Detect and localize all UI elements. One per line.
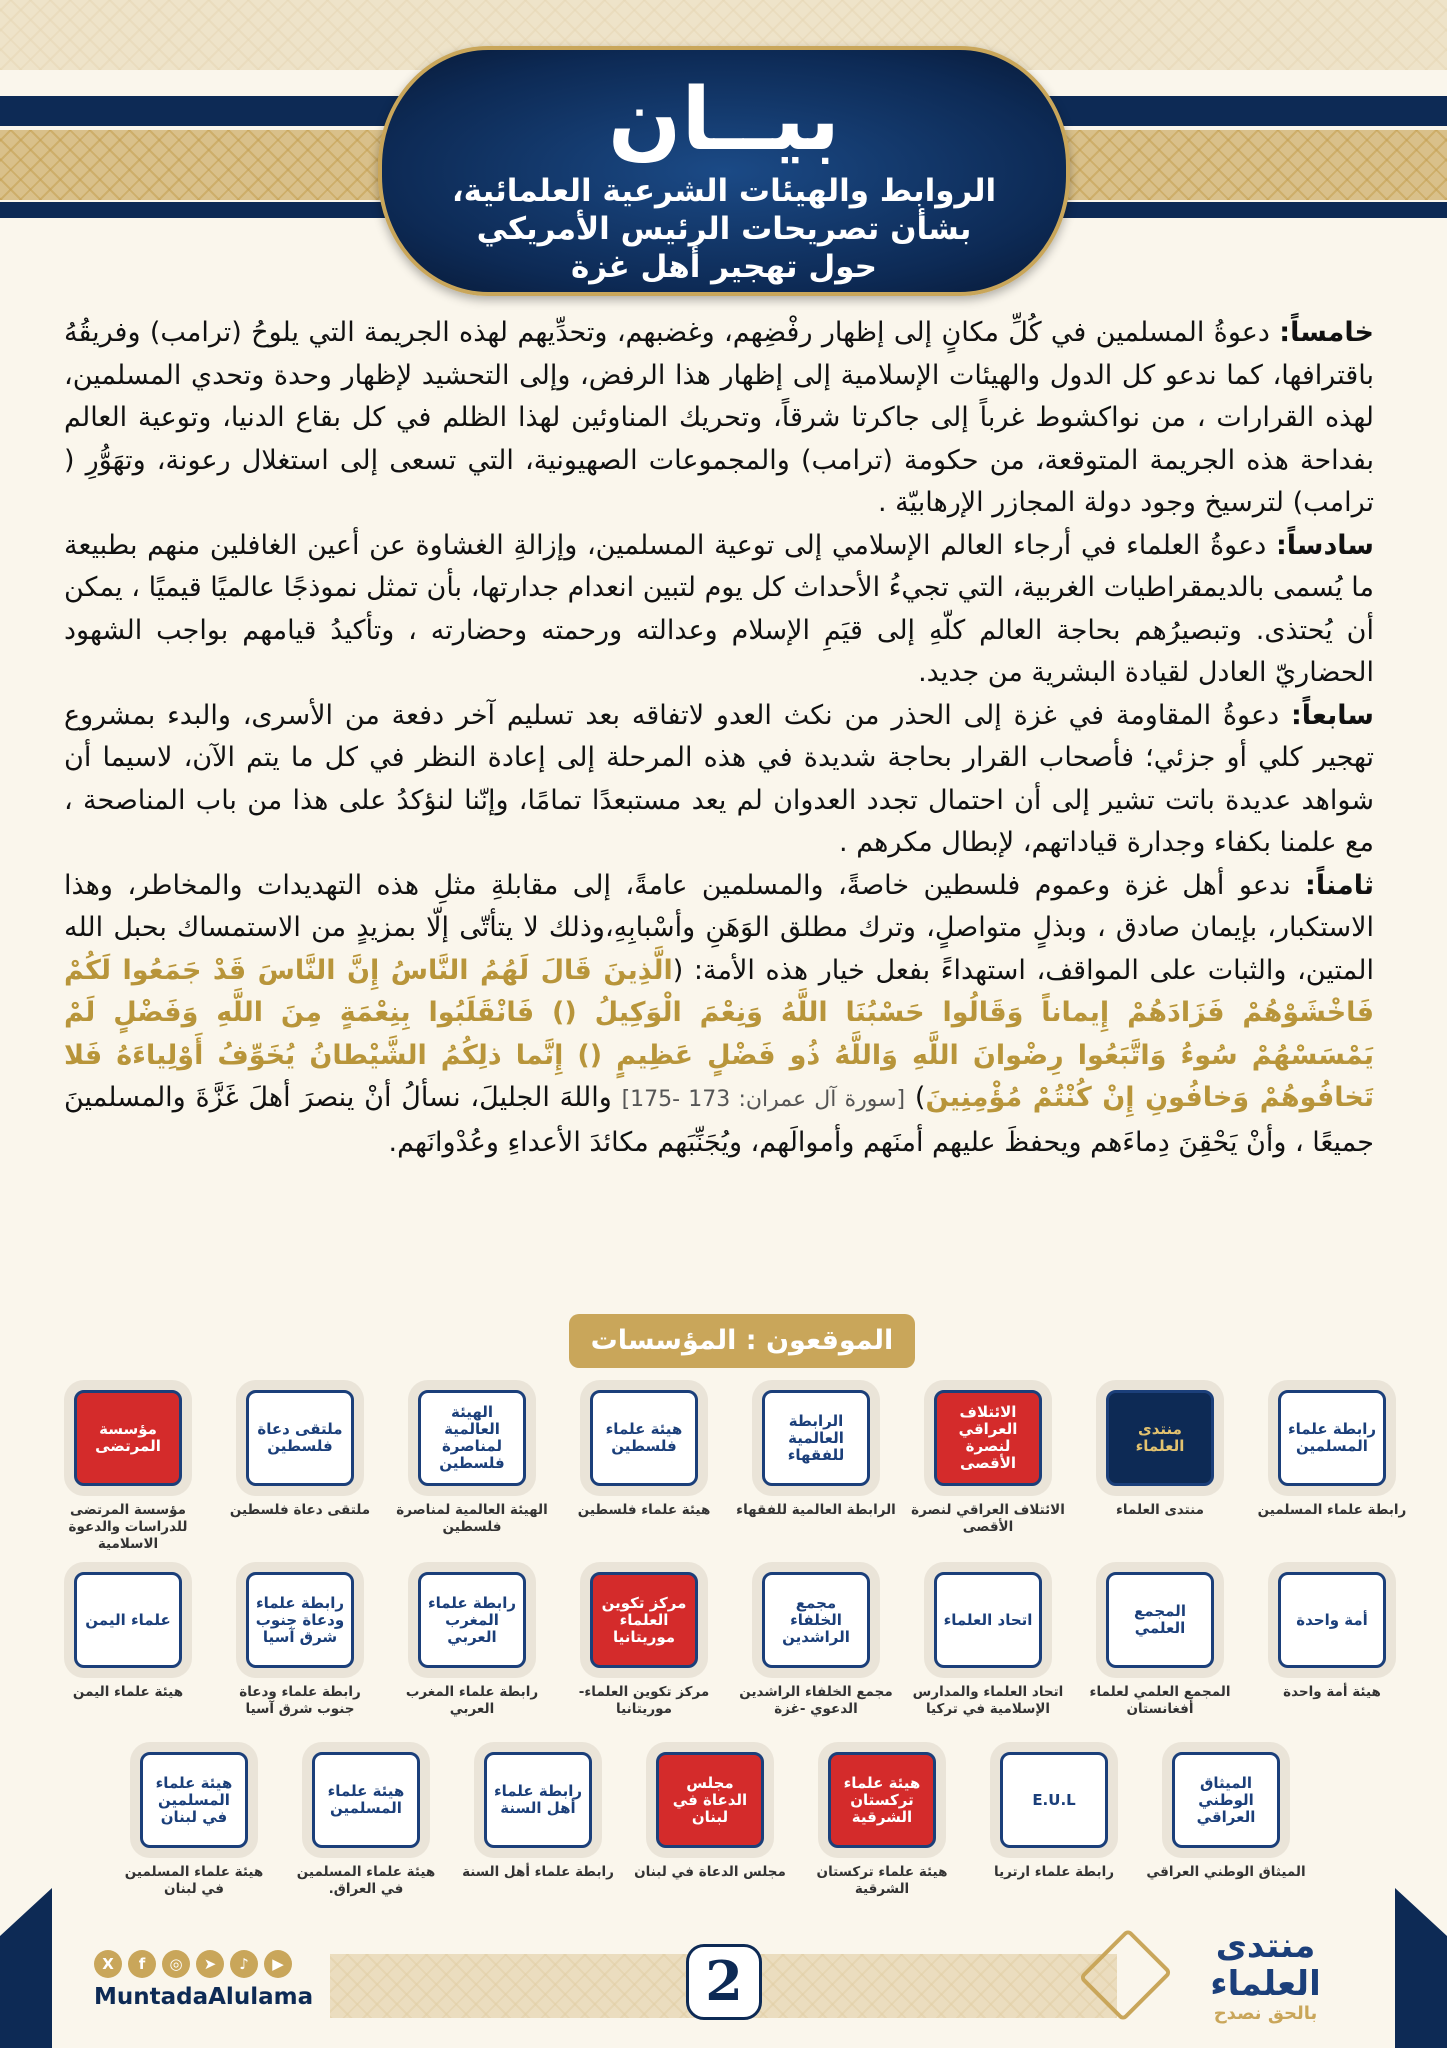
section-seventh bbox=[64, 695, 1374, 865]
brand-text bbox=[1167, 1927, 1364, 2024]
telegram-icon[interactable]: ➤ bbox=[196, 1950, 224, 1978]
organization-name: هيئة علماء اليمن bbox=[72, 1684, 184, 1700]
verse-reference: [سورة آل عمران: 173 -175] bbox=[621, 1087, 906, 1112]
page-title: بيــان bbox=[608, 70, 840, 170]
organization-name: مجمع الخلفاء الراشدين الدعوي -غزة bbox=[739, 1684, 893, 1717]
section-eighth bbox=[64, 865, 1374, 1165]
organization-item bbox=[563, 1390, 725, 1553]
organization-logo: مؤسسة المرتضى bbox=[74, 1390, 182, 1486]
organization-logo: هيئة علماء المسلمين bbox=[312, 1752, 420, 1848]
organization-item bbox=[907, 1572, 1069, 1718]
organization-name: الهيئة العالمية لمناصرة فلسطين bbox=[396, 1502, 548, 1535]
facebook-icon[interactable]: f bbox=[128, 1950, 156, 1978]
organization-item bbox=[391, 1390, 553, 1553]
section-sixth bbox=[64, 525, 1374, 695]
section-lead: سادساً: bbox=[1275, 529, 1374, 561]
organization-name: الائتلاف العراقي لنصرة الأقصى bbox=[911, 1502, 1065, 1535]
section-lead: ثامناً: bbox=[1305, 869, 1374, 901]
organization-name: الميثاق الوطني العراقي bbox=[1146, 1864, 1306, 1880]
organizations-row-3 bbox=[103, 1752, 1307, 1898]
organization-item bbox=[1079, 1572, 1241, 1718]
organizations-row-2 bbox=[37, 1572, 1413, 1718]
signers-banner: الموقعون : المؤسسات bbox=[569, 1314, 915, 1368]
organization-item bbox=[219, 1572, 381, 1718]
brand-name: منتدى العلماء bbox=[1210, 1925, 1321, 2004]
organization-item bbox=[735, 1390, 897, 1553]
organization-name: منتدى العلماء bbox=[1115, 1502, 1205, 1518]
organization-name: رابطة علماء المغرب العربي bbox=[405, 1684, 539, 1717]
organization-name: المجمع العلمي لعلماء أفغانستان bbox=[1089, 1684, 1231, 1717]
organization-logo: رابطة علماء أهل السنة bbox=[484, 1752, 592, 1848]
organization-item bbox=[457, 1752, 619, 1898]
organization-item bbox=[47, 1390, 209, 1553]
organization-item bbox=[801, 1752, 963, 1898]
organization-logo: مركز تكوين العلماء موريتانيا bbox=[590, 1572, 698, 1668]
section-lead: سابعاً: bbox=[1290, 699, 1374, 731]
organization-logo: رابطة علماء المغرب العربي bbox=[418, 1572, 526, 1668]
page-number: 2 bbox=[686, 1944, 762, 2020]
organization-logo: علماء اليمن bbox=[74, 1572, 182, 1668]
organization-name: مركز تكوين العلماء- موريتانيا bbox=[578, 1684, 710, 1717]
instagram-icon[interactable]: ◎ bbox=[162, 1950, 190, 1978]
organization-item bbox=[629, 1752, 791, 1898]
section-fifth bbox=[64, 312, 1374, 525]
organization-item bbox=[735, 1572, 897, 1718]
quran-verse: الَّذِينَ قَالَ لَهُمُ النَّاسُ إِنَّ النَّاسَ قَدْ جَمَعُوا لَكُمْ فَاخْشَوْهُمْ فَزَادَهُمْ إِيماناً وَقَالُوا حَسْبُنَا اللَّهُ وَنِعْمَ الْوَكِيلُ () فَانْقَلَبُوا بِنِعْمَةٍ مِنَ اللَّهِ وَفَضْلٍ لَمْ يَمْسَسْهُمْ سُوءُ وَاتَّبَعُوا رِضْوانَ اللَّهِ وَاللَّهُ ذُو فَضْلٍ عَظِيمٍ () إِنَّما ذلِكُمُ الشَّيْطانُ يُخَوِّفُ أَوْلِياءَهُ فَلا تَخافُوهُمْ وَخافُونِ إِنْ كُنْتُمْ مُؤْمِنِينَ bbox=[64, 954, 1374, 1113]
organization-logo: رابطة علماء ودعاة جنوب شرق آسيا bbox=[246, 1572, 354, 1668]
closing-prayer: واللهَ الجليلَ، نسألُ أنْ ينصرَ أهلَ غَزَّةَ والمسلمينَ جميعًا ، وأنْ يَحْقِنَ دِماءَهم ويحفظَ عليهم أمنَهم وأموالَهم، ويُجَنِّبَهم مكائدَ الأعداءِ وعُدْوانَهم. bbox=[64, 1082, 1374, 1158]
organization-logo: رابطة علماء المسلمين bbox=[1278, 1390, 1386, 1486]
organization-item bbox=[1145, 1752, 1307, 1898]
youtube-icon[interactable]: ▶ bbox=[264, 1950, 292, 1978]
brand-tagline: بالحق نصدح bbox=[1213, 2002, 1318, 2024]
organization-logo: ملتقى دعاة فلسطين bbox=[246, 1390, 354, 1486]
organization-logo: منتدى العلماء bbox=[1106, 1390, 1214, 1486]
organization-name: هيئة علماء المسلمين في لبنان bbox=[124, 1864, 264, 1897]
organization-logo: اتحاد العلماء bbox=[934, 1572, 1042, 1668]
organization-logo: مجلس الدعاة في لبنان bbox=[656, 1752, 764, 1848]
tiktok-icon[interactable]: ♪ bbox=[230, 1950, 258, 1978]
section-text: دعوةُ العلماء في أرجاء العالم الإسلامي إلى توعية المسلمين، وإزالةِ الغشاوة عن أعين الغافلين منهم بطبيعة ما يُسمى بالديمقراطيات الغربية، التي تجيءُ الأحداث كل يوم لتبين انعدام جدارتها، بأن تمثل نموذجًا عالميًا قيميًا ، يمكن أن يُحتذى. وتبصيرُهم بحاجة العالم كلّهِ إلى قيَمِ الإسلام وعدالته ورحمته وحضارته ، وتأكيدُ قيامهم بواجب الشهود الحضاريّ العادل لقيادة البشرية من جديد. bbox=[64, 529, 1374, 688]
organization-logo: E.U.L bbox=[1000, 1752, 1108, 1848]
section-text: دعوةُ المسلمين في كُلِّ مكانٍ إلى إظهار رفْضِهم، وغضبهم، وتحدِّيهم لهذه الجريمة التي يلوحُ (ترامب) وفريقُهُ باقترافها، كما ندعو كل الدول والهيئات الإسلامية إلى إظهار هذا الرفض، وإلى التحشيد لإظهار وحدة وتحدي المسلمين، لهذه القرارات ، من نواكشوط غرباً إلى جاكرتا شرقاً، وتحريك المناوئين لهذا الظلم في كل بقاع الدنيا، وتوعية العالم بفداحة هذه الجريمة المتوقعة، من حكومة (ترامب) والمجموعات الصهيونية، التي تسعى إلى استغلال رعونة، وتهَوُّرِ ( ترامب) لترسيخ وجود دولة المجازر الإرهابيّة . bbox=[64, 317, 1374, 518]
organization-name: مجلس الدعاة في لبنان bbox=[634, 1864, 786, 1880]
organization-logo: الائتلاف العراقي لنصرة الأقصى bbox=[934, 1390, 1042, 1486]
organization-logo: أمة واحدة bbox=[1278, 1572, 1386, 1668]
organization-name: ملتقى دعاة فلسطين bbox=[229, 1502, 371, 1518]
section-text: ندعو أهل غزة وعموم فلسطين خاصةً، والمسلمين عامةً، إلى مقابلةِ مثلِ هذه التهديدات والمخاطر، وهذا الاستكبار، بإيمان صادق ، وبذلٍ متواصلٍ، وترك مطلق الوَهَنِ وأسْبابِهِ،وذلك لا يتأتّى إلّا بمزيدٍ من الاستمساك بحبل الله المتين، والثبات على المواقف، استهداءً بفعل خيار هذه الأمة: ( bbox=[64, 869, 1374, 986]
statement-body bbox=[64, 312, 1374, 1164]
footer-corner-left bbox=[0, 1888, 52, 2048]
organization-item bbox=[113, 1752, 275, 1898]
organization-name: اتحاد العلماء والمدارس الإسلامية في تركيا bbox=[912, 1684, 1064, 1717]
organization-item bbox=[563, 1572, 725, 1718]
organization-item bbox=[907, 1390, 1069, 1553]
organization-item bbox=[1251, 1390, 1413, 1553]
organization-logo: الهيئة العالمية لمناصرة فلسطين bbox=[418, 1390, 526, 1486]
organization-item bbox=[219, 1390, 381, 1553]
organization-name: هيئة علماء المسلمين في العراق. bbox=[296, 1864, 436, 1897]
organization-name: هيئة علماء فلسطين bbox=[577, 1502, 711, 1518]
organization-logo: مجمع الخلفاء الراشدين bbox=[762, 1572, 870, 1668]
organization-logo: الرابطة العالمية للفقهاء bbox=[762, 1390, 870, 1486]
x-icon[interactable]: X bbox=[94, 1950, 122, 1978]
organization-item bbox=[47, 1572, 209, 1718]
organization-item bbox=[1251, 1572, 1413, 1718]
subtitle-line: بشأن تصريحات الرئيس الأمريكي bbox=[476, 211, 972, 247]
organization-name: هيئة أمة واحدة bbox=[1283, 1684, 1381, 1700]
subtitle-line: الروابط والهيئات الشرعية العلمائية، bbox=[451, 173, 997, 209]
section-lead: خامساً: bbox=[1279, 317, 1374, 348]
social-handle[interactable]: MuntadaAlulama bbox=[94, 1984, 314, 2010]
organization-name: رابطة علماء المسلمين bbox=[1257, 1502, 1407, 1518]
footer-corner-right bbox=[1395, 1888, 1447, 2048]
organization-item bbox=[285, 1752, 447, 1898]
organization-item bbox=[391, 1572, 553, 1718]
header-badge bbox=[378, 46, 1070, 296]
organization-item bbox=[973, 1752, 1135, 1898]
quran-close-paren: ) bbox=[914, 1082, 926, 1113]
section-text: دعوةُ المقاومة في غزة إلى الحذر من نكث العدو لاتفاقه بعد تسليم آخر دفعة من الأسرى، والبدء بمشروع تهجير كلي أو جزئي؛ فأصحاب القرار بحاجة شديدة في هذه المرحلة إلى إعادة النظر في كل ما يتم الآن، لاسيما أن شواهد عديدة باتت تشير إلى أن احتمال تجدد العدوان لم يعد مستبعدًا تمامًا، وإنّنا لنؤكدُ على هذا من باب المناصحة ، مع علمنا بكفاء وجدارة قياداتهم، لإبطال مكرهم . bbox=[64, 699, 1374, 858]
social-icons bbox=[94, 1950, 292, 1978]
organization-logo: المجمع العلمي bbox=[1106, 1572, 1214, 1668]
organization-logo: هيئة علماء تركستان الشرقية bbox=[828, 1752, 936, 1848]
organizations-row-1 bbox=[37, 1390, 1413, 1553]
organization-name: رابطة علماء أهل السنة bbox=[462, 1864, 614, 1880]
brand-logo bbox=[1094, 1925, 1364, 2024]
organization-name: رابطة علماء ودعاة جنوب شرق آسيا bbox=[239, 1684, 361, 1717]
organization-item bbox=[1079, 1390, 1241, 1553]
organization-logo: هيئة علماء فلسطين bbox=[590, 1390, 698, 1486]
organization-name: هيئة علماء تركستان الشرقية bbox=[816, 1864, 948, 1897]
organization-logo: هيئة علماء المسلمين في لبنان bbox=[140, 1752, 248, 1848]
organization-name: رابطة علماء ارتريا bbox=[994, 1864, 1114, 1880]
organization-name: مؤسسة المرتضى للدراسات والدعوة الاسلامية bbox=[68, 1502, 188, 1552]
organization-logo: الميثاق الوطني العراقي bbox=[1172, 1752, 1280, 1848]
organization-name: الرابطة العالمية للفقهاء bbox=[736, 1502, 896, 1518]
subtitle-line: حول تهجير أهل غزة bbox=[571, 249, 877, 285]
